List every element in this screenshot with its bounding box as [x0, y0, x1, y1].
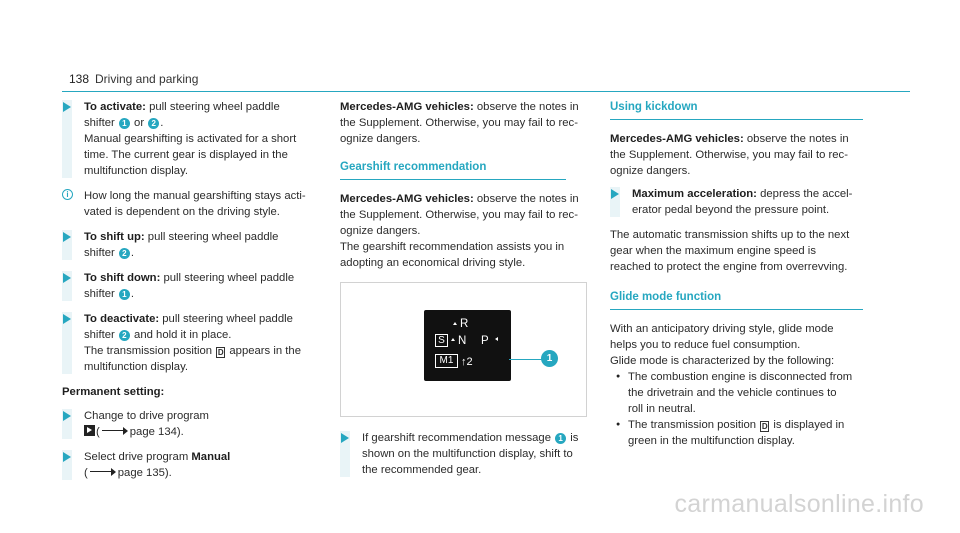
glide-text: With an anticipatory driving style, glide mode helps you to reduce fuel consumption. Glide mode is characterized by the following:: [610, 323, 835, 367]
callout-1-inline-badge: 1: [555, 433, 566, 444]
multifunction-display: [424, 310, 511, 381]
gear-p: P: [481, 335, 489, 347]
step-activate: To activate: pull steering wheel paddle shifter 1 or 2 . Manual gearshifting is activated for a short time. The current gear is displayed in the multifunction display.: [62, 100, 318, 178]
watermark: carmanualsonline.info: [674, 490, 924, 518]
paddle-2-badge: 2: [148, 118, 159, 129]
callout-line: [509, 359, 543, 360]
step-select-program: Select drive program Manual ( page 135).: [62, 450, 318, 480]
step-arrow-icon: [63, 273, 71, 283]
step-shift-down: To shift down: pull steering wheel paddle shifter 1 .: [62, 271, 318, 301]
paddle-2-badge: 2: [119, 330, 130, 341]
auto-transmission-text: The automatic transmission shifts up to the next gear when the maximum engine speed is reached to protect the engine from overrevving.: [610, 229, 850, 273]
section-title: Driving and parking: [95, 72, 199, 86]
page-header: [62, 70, 910, 92]
gear-d-icon: D: [761, 422, 768, 431]
paddle-1-badge: 1: [119, 118, 130, 129]
info-icon: i: [62, 189, 73, 200]
up-marker-icon: [451, 338, 455, 341]
column-middle: [340, 100, 585, 488]
gear-m1-box: M1: [435, 354, 458, 368]
step-change-program: Change to drive program ( page 134).: [62, 409, 318, 439]
kickdown-heading: Using kickdown: [610, 100, 863, 120]
gear-s-box: S: [435, 334, 448, 347]
left-marker-icon: [495, 337, 498, 341]
column-left: [62, 100, 318, 491]
step-arrow-icon: [63, 102, 71, 112]
callout-1-badge: 1: [541, 350, 558, 367]
step-arrow-icon: [63, 411, 71, 421]
list-item: ● The transmission position D is displayed in green in the multifunction display.: [610, 418, 865, 448]
step-shift-up: To shift up: pull steering wheel paddle shifter 2 .: [62, 230, 318, 260]
shift-recommendation: ↑2: [461, 356, 473, 368]
list-item: ● The combustion engine is disconnected from the drivetrain and the vehicle continues to roll in neutral.: [610, 370, 865, 416]
amg-note: Mercedes-AMG vehicles: observe the notes in the Supplement. Otherwise, you may fail to rec- ognize dangers.: [340, 101, 579, 145]
info-note: i How long the manual gearshifting stays acti- vated is dependent on the driving style.: [62, 189, 318, 219]
page-number: 138: [69, 72, 90, 86]
paddle-2-badge: 2: [119, 248, 130, 259]
step-deactivate: To deactivate: pull steering wheel paddle shifter 2 and hold it in place. The transmission position D appears in the multifunction display.: [62, 312, 318, 374]
step-arrow-icon: [63, 452, 71, 462]
glide-list: [610, 370, 865, 448]
glide-mode-heading: Glide mode function: [610, 290, 863, 310]
page-link[interactable]: page 135).: [117, 467, 172, 479]
step-arrow-icon: [63, 314, 71, 324]
gear-r: R: [460, 318, 469, 330]
step-arrow-icon: [611, 189, 619, 199]
amg-note-2: Mercedes-AMG vehicles: observe the notes in the Supplement. Otherwise, you may fail to rec- ognize dangers. The gearshift recommendation assists you in adopting an economical driving style.: [340, 193, 579, 269]
column-right: [610, 100, 865, 450]
page-link[interactable]: page 134).: [129, 426, 184, 438]
gearshift-recommendation-heading: Gearshift recommendation: [340, 160, 566, 180]
permanent-setting-heading: Permanent setting:: [62, 386, 165, 398]
step-arrow-icon: [63, 232, 71, 242]
up-marker-icon: [453, 322, 457, 325]
paddle-1-badge: 1: [119, 289, 130, 300]
gear-n: N: [458, 335, 467, 347]
page-ref-arrow-icon: [102, 427, 128, 435]
step-max-acceleration: Maximum acceleration: depress the accel- erator pedal beyond the pressure point.: [610, 187, 865, 217]
display-figure: [340, 282, 587, 417]
drive-program-icon: [84, 425, 95, 436]
step-shift-recommended: If gearshift recommendation message 1 is shown on the multifunction display, shift to the recommended gear.: [340, 431, 585, 477]
step-label: To activate:: [84, 101, 146, 113]
amg-note-3: Mercedes-AMG vehicles: observe the notes in the Supplement. Otherwise, you may fail to rec- ognize dangers.: [610, 133, 849, 177]
gear-d-icon: D: [217, 348, 224, 357]
page-ref-arrow-icon: [90, 468, 116, 476]
step-arrow-icon: [341, 433, 349, 443]
